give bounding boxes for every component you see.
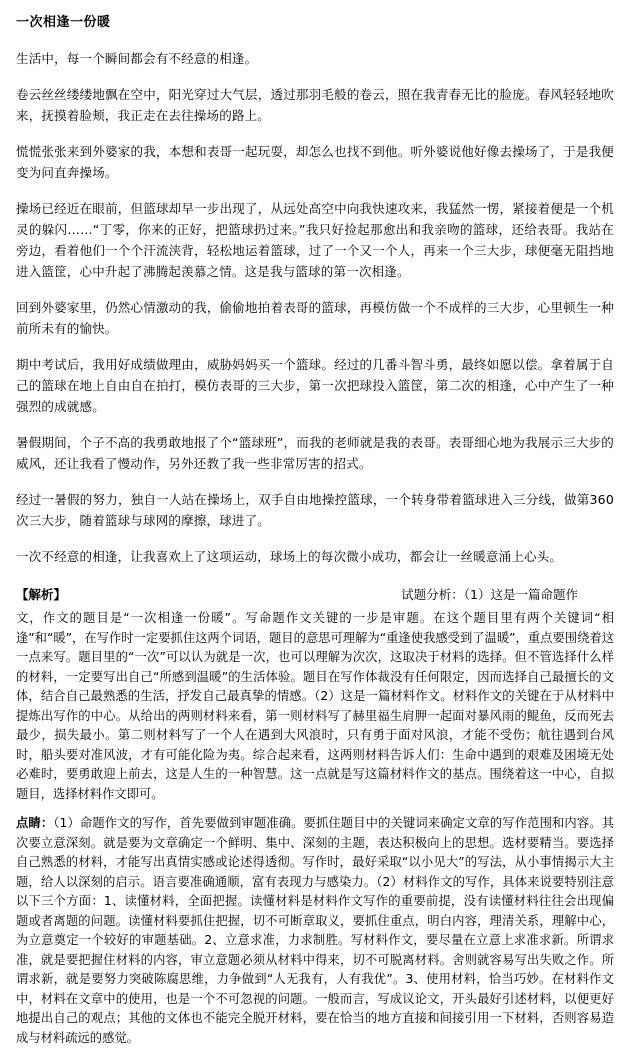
analysis-body: 文，作文的题目是“一次相逢一份暖”。写命题作文关键的一步是审题。在这个题目里有两个关键词“相逢”和“暖”，在写作时一定要抓住这两个词语，题目的意思可理解为“重逢使我感受到了温暖”，重点要围绕着这一点来写。题目里的“一次”可以认为就是一次，也可以理解为次次，这取决于材料的选择。但不管选择什么样的材料，一定要写出自己“所感到温暖”的生活体验。题目在写作体裁没有任何限定，因而选择自己最擅长的文体，结合自己最熟悉的生活，抒发自己最真挚的情感。（2）这是一篇材料作文。材料作文的关键在于从材料中提炼出写作的中心。从给出的两则材料来看，第一则材料写了赫里福生肩胛一起面对暴风雨的鲲鱼，反而死去最少，损失最小。第二则材料写了一个人在遇到大风浪时，只有勇于面对风浪，才能不受伤；航往遇到台风时，船头要对准风波，才有可能化险为夷。综合起来看，这两则材料告诉人们：生命中遇到的艰难及困境无处必难时，要勇敢迎上前去，这是人生的一种智慧。这一点就是写这篇材料作文的基点。围绕着这一中心，自拟题目，选择材料作文即可。 [16,611,614,801]
essay-paragraph: 经过一暑假的努力，独自一人站在操场上，双手自由地操控篮球，一个转身带着篮球进入三分线，做第360次三大步，随着篮球与球网的摩擦，球进了。 [16,492,614,528]
essay-paragraph: 期中考试后，我用好成绩做理由，威胁妈妈买一个篮球。经过的几番斗智斗勇，最终如愿以偿。拿着属于自己的篮球在地上自由自在拍打，模仿表哥的三大步，第一次把球投入篮筐，第二次的相逢，心中产生了一种强烈的成就感。 [16,357,614,414]
tip-label: 点睛： [16,816,54,830]
tip-body: （1）命题作文的写作，首先要做到审题准确。要抓住题目中的关键词来确定文章的写作范围和内容。其次要立意深刻。就是要为文章确定一个鲜明、集中、深刻的主题，表达积极向上的思想。选材要精当。要选择自己熟悉的材料，才能写出真情实感或论述得透彻。写作时，最好采取“以小见大”的写法，从小事情揭示大主题，给人以深刻的启示。语言要准确通顺，富有表现力与感染力。（2）材料作文的写作，具体来说要特别注意以下三个方面：1、读懂材料，全面把握。读懂材料是材料作文写作的重要前提，没有读懂材料往往会出现偏题或者离题的问题。读懂材料要抓住把握，切不可断章取义，要抓住重点，明白内容，理清关系，理解中心，为立意奠定一个较好的审题基础。2、立意求准，力求制胜。写材料作文，要尽量在立意上求准求新。所谓求准，就是要把握住材料的内容，审立意题必须从材料中得来，切不可脱离材料。舍则就容易写出失败之作。所谓求新，就是要努力突破陈腐思维，力争做到“人无我有，人有我优”。3、使用材料，恰当巧妙。在材料作文中，材料在文章中的使用，也是一个不可忽视的问题。一般而言，写成议论文，开头最好引述材料，以便更好地提出自己的观点；其他的文体也不能完全脱开材料，要在恰当的地方直接和间接引用一下材料，否则容易造成与材料疏远的感觉。 [16,816,614,1045]
essay-paragraph: 卷云丝丝缕缕地飘在空中，阳光穿过大气层，透过那羽毛般的卷云，照在我青春无比的脸庞。春风轻轻地吹来，抚摸着脸颊，我正走在去往操场的路上。 [16,87,614,123]
analysis-header [16,585,614,605]
analysis-label: 【解析】 [16,587,67,602]
essay-paragraph: 回到外婆家里，仍然心情激动的我，偷偷地拍着表哥的篮球，再模仿做一个不成样的三大步，心里顿生一种前所未有的愉快。 [16,300,614,336]
page-title: 一次相逢一份暖 [16,15,111,30]
tip-block [16,814,614,1048]
essay-paragraph: 操场已经近在眼前，但篮球却早一步出现了，从远处高空中向我快速攻来，我猛然一愣，紧接着便是一个机灵的躲闪……“丁零，你来的正好，把篮球扔过来。”我只好捡起那愈出和我亲吻的篮球，还给表哥。我站在旁边，看着他们一个个汗流浃背，轻松地运着篮球，过了一个又一个人，再来一个三大步，球便毫无阻挡地进入篮筐，心中升起了沸腾起羡慕之情。这是我与篮球的第一次相逢。 [16,201,614,279]
essay-paragraph: 一次不经意的相逢，让我喜欢上了这项运动，球场上的每次微小成功，都会让一丝暖意涌上心头。 [16,549,563,564]
essay-paragraph: 暑假期间，个子不高的我勇敢地报了个“篮球班”，而我的老师就是我的表哥。表哥细心地为我展示三大步的威风，还让我看了慢动作，另外还教了我一些非常厉害的招式。 [16,435,614,471]
analysis-lead: 试题分析：（1）这是一篇命题作 [401,587,578,602]
essay-paragraph: 慌慌张张来到外婆家的我，本想和表哥一起玩耍，却怎么也找不到他。听外婆说他好像去操场了，于是我便变为问直奔操场。 [16,144,614,180]
essay-paragraph: 生活中，每一个瞬间都会有不经意的相逢。 [16,51,258,66]
